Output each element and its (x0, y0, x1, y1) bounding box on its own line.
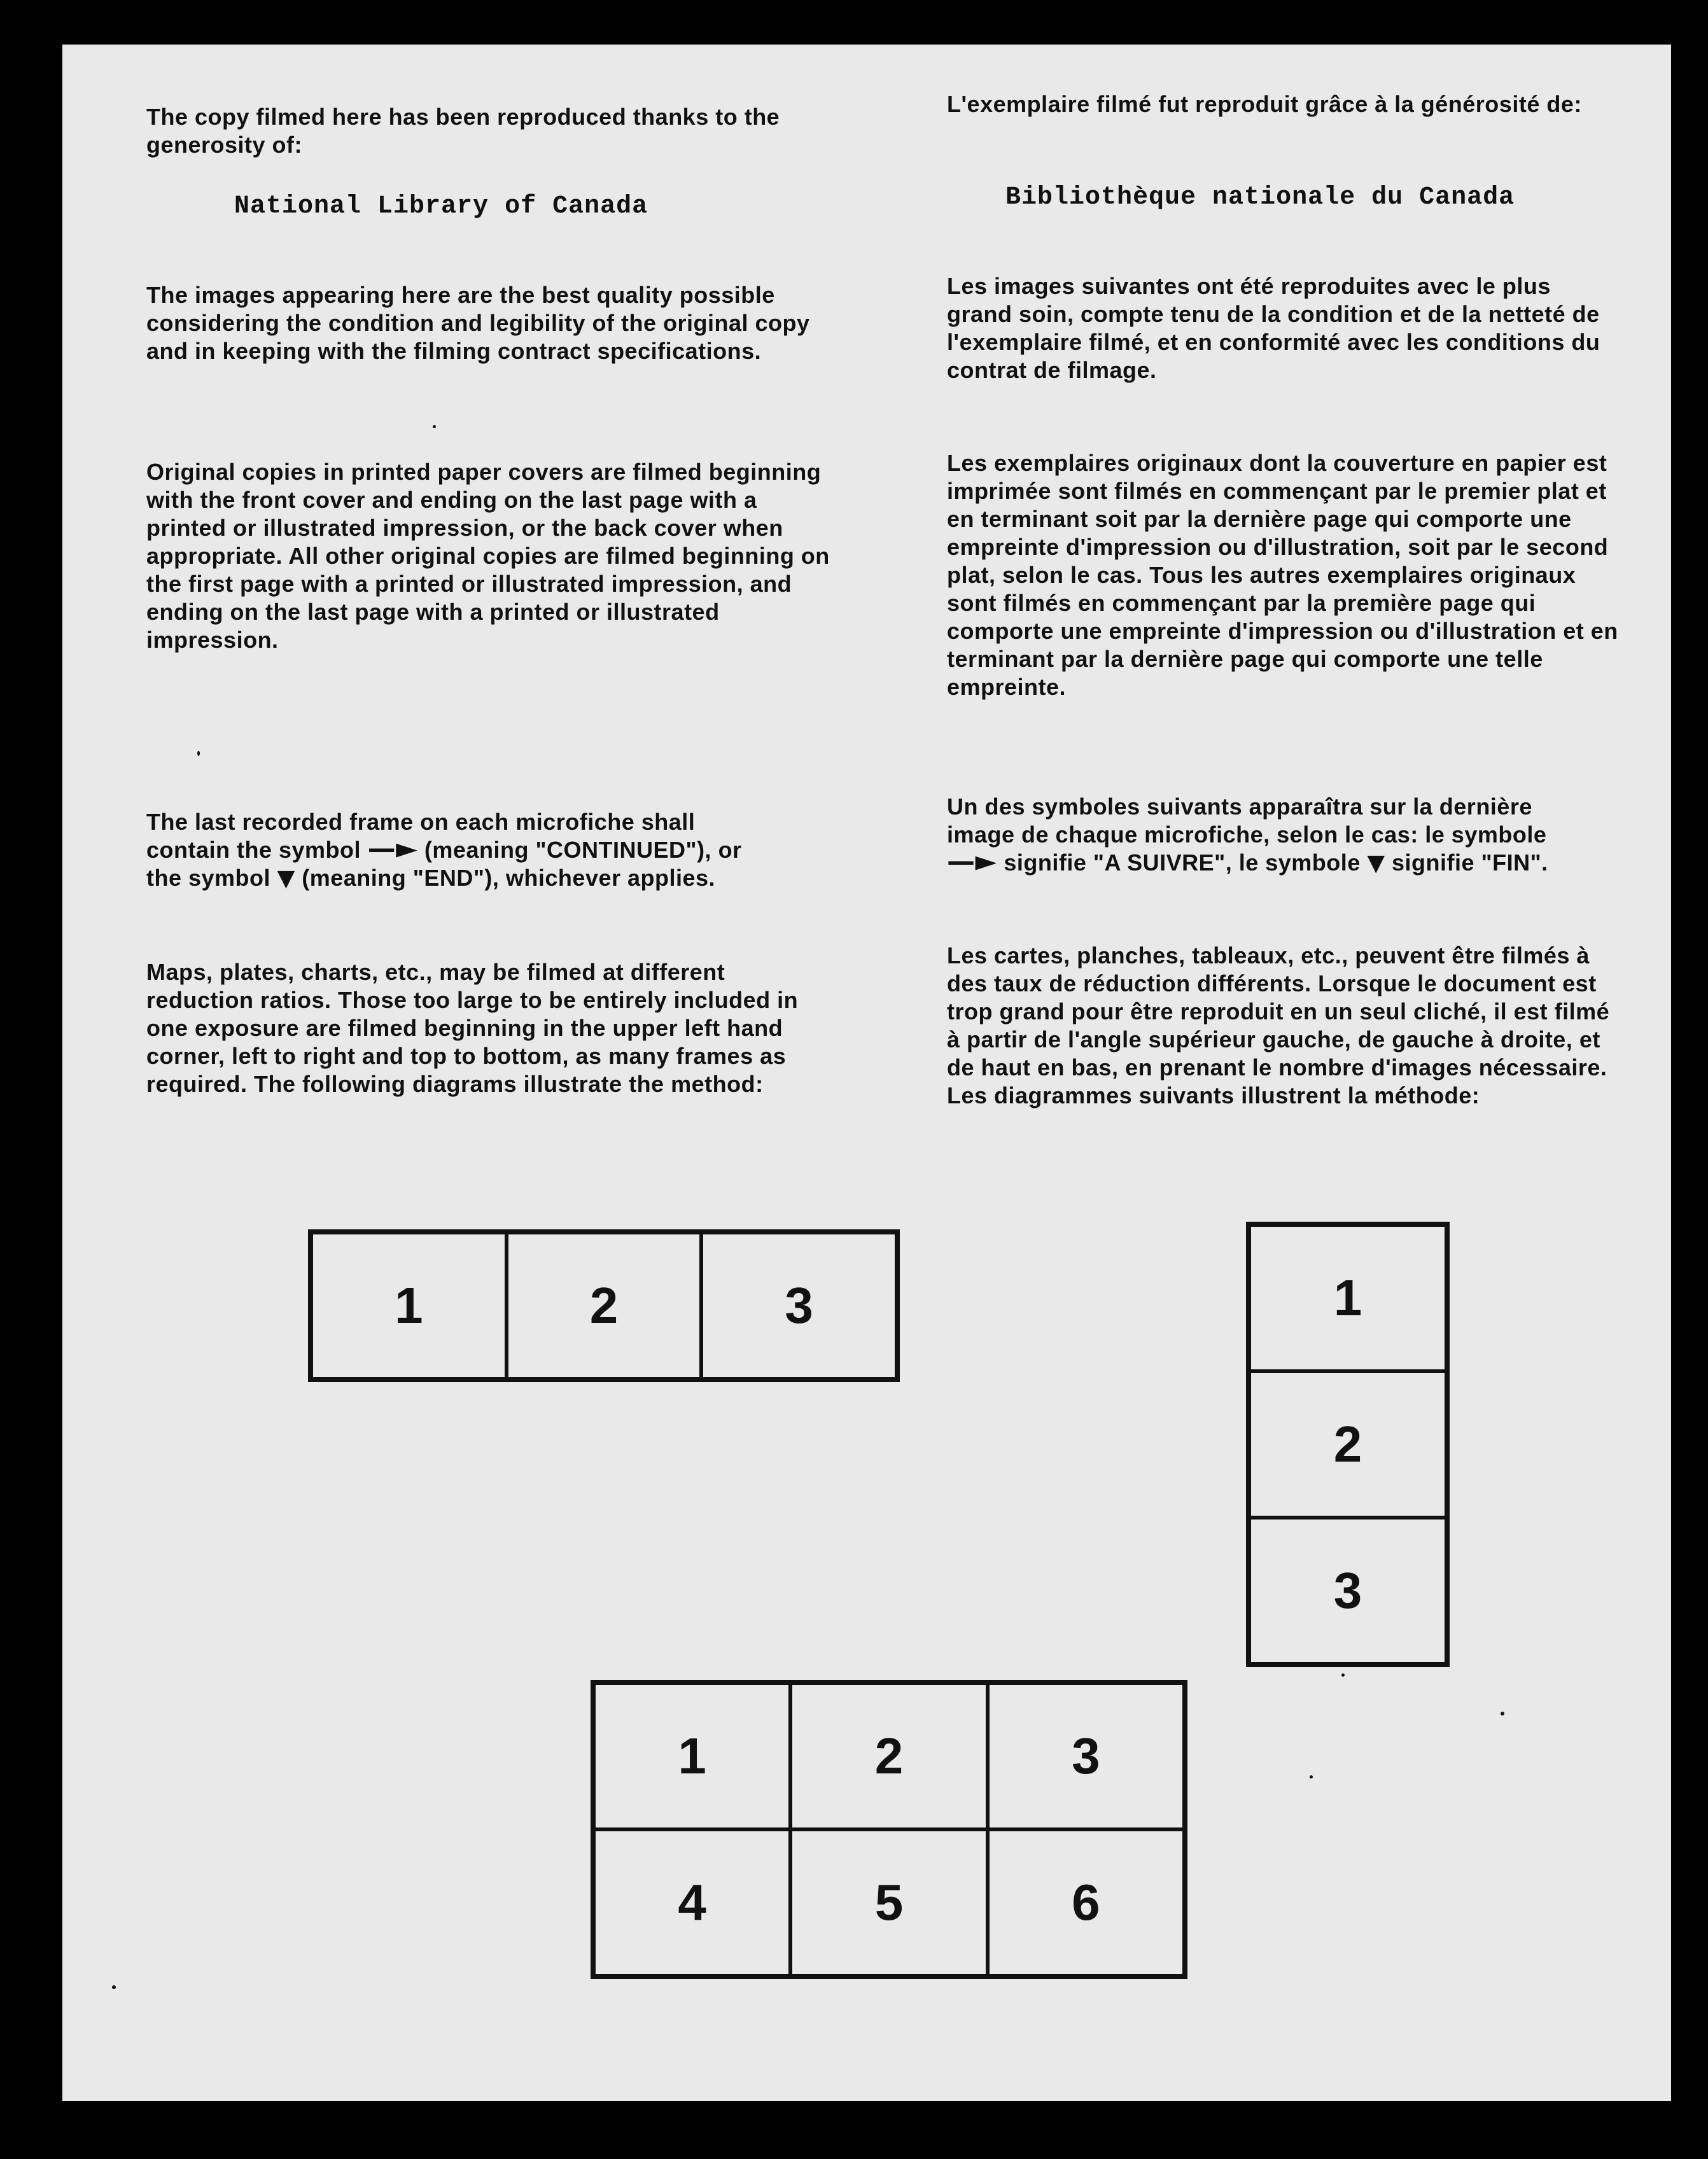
arrow-symbol-icon: —► (947, 845, 997, 877)
diagram-grid-cell: 4 (594, 1829, 790, 1976)
left-paragraph-covers-text: Original copies in printed paper covers are filmed beginning with the front cover and ending on the last page with a printed or illustrated impression, or the back cover when appropriate. All other original copies are filmed beginning on the first page with a printed or illustrated impression, and ending on the last page with a printed or illustrated impression. (146, 459, 830, 653)
right-paragraph-symbols-text (947, 793, 1602, 877)
left-paragraph-maps-text: Maps, plates, charts, etc., may be filmed at different reduction ratios. Those too large to be entirely included in one exposure are filmed beginning in the upper left hand corner, left to right and top to bottom, as many frames as required. The following diagrams illustrate the method: (146, 959, 799, 1097)
film-speck (1310, 1775, 1313, 1778)
film-speck (1341, 1673, 1345, 1677)
diagram-row-cell: 1 (311, 1233, 507, 1379)
right-symbols-part2: signifie "A SUIVRE", le symbole (1004, 849, 1361, 876)
left-intro-text: The copy filmed here has been reproduced thanks to the generosity of: (146, 104, 780, 158)
left-paragraph-symbols-text (146, 808, 783, 893)
diagram-grid-cell: 6 (988, 1829, 1184, 1976)
right-library-name: Bibliothèque nationale du Canada (1005, 183, 1515, 212)
right-paragraph-covers (947, 449, 1621, 701)
diagram-column-cell: 1 (1249, 1225, 1446, 1371)
left-symbols-part2: (meaning "CONTINUED"), or the symbol (146, 837, 742, 891)
diagram-row (308, 1229, 900, 1382)
left-intro (146, 103, 872, 159)
diagram-column-cell: 3 (1249, 1518, 1446, 1664)
diagram-grid-cell: 1 (594, 1683, 790, 1829)
left-symbols-part1: The last recorded frame on each microfiche shall contain the symbol (146, 809, 696, 863)
right-paragraph-symbols (947, 793, 1602, 877)
right-intro (947, 90, 1583, 118)
diagram-grid-cell: 5 (790, 1829, 987, 1976)
right-paragraph-maps-text: Les cartes, planches, tableaux, etc., peuvent être filmés à des taux de réduction différents. Lorsque le document est trop grand pour être reproduit en un seul cliché, il est filmé à partir de l'angle supérieur gauche, de gauche à droite, et de haut en bas, en prenant le nombre d'images nécessaire. Les diagrammes suivants illustrent la méthode: (947, 942, 1610, 1108)
left-paragraph-quality (146, 281, 834, 365)
triangle-symbol-icon: ▼ (277, 865, 295, 891)
right-paragraph-covers-text: Les exemplaires originaux dont la couverture en papier est imprimée sont filmés en commençant par le premier plat et en terminant soit par la dernière page qui comporte une empreinte d'impression ou d'illustration, soit par le second plat, selon le cas. Tous les autres exemplaires originaux sont filmés en commençant par la première page qui comporte une empreinte d'impression ou d'illustration et en terminant par la dernière page qui comporte une telle empreinte. (947, 450, 1618, 700)
left-paragraph-quality-text: The images appearing here are the best quality possible considering the condition and legibility of the original copy and in keeping with the filming contract specifications. (146, 282, 810, 364)
right-symbols-part3: signifie "FIN". (1392, 849, 1548, 876)
arrow-symbol-icon: —► (367, 832, 418, 865)
film-speck (197, 751, 200, 756)
right-intro-text: L'exemplaire filmé fut reproduit grâce à la générosité de: (947, 91, 1582, 117)
right-paragraph-maps (947, 942, 1621, 1110)
right-paragraph-quality (947, 272, 1602, 384)
diagram-row-cell: 2 (507, 1233, 702, 1379)
diagram-column-cell: 2 (1249, 1371, 1446, 1518)
diagram-grid-cell: 3 (988, 1683, 1184, 1829)
diagram-row-cell: 3 (701, 1233, 897, 1379)
right-symbols-part1: Un des symboles suivants apparaîtra sur la dernière image de chaque microfiche, selon le cas: le symbole (947, 793, 1547, 848)
document-sheet (62, 45, 1671, 2101)
left-library-name: National Library of Canada (234, 192, 648, 221)
diagram-grid-cell: 2 (790, 1683, 987, 1829)
diagram-column (1246, 1222, 1450, 1667)
left-paragraph-maps (146, 958, 834, 1098)
diagram-grid (591, 1680, 1187, 1979)
film-speck (1501, 1712, 1504, 1715)
left-paragraph-symbols (146, 808, 783, 893)
film-speck (112, 1985, 116, 1989)
right-paragraph-quality-text: Les images suivantes ont été reproduites avec le plus grand soin, compte tenu de la condition et de la netteté de l'exemplaire filmé, et en conformité avec les conditions du contrat de filmage. (947, 273, 1600, 383)
film-speck (433, 425, 436, 428)
triangle-symbol-icon: ▼ (1367, 850, 1385, 876)
left-paragraph-covers (146, 458, 834, 654)
left-symbols-part3: (meaning "END"), whichever applies. (302, 865, 716, 891)
